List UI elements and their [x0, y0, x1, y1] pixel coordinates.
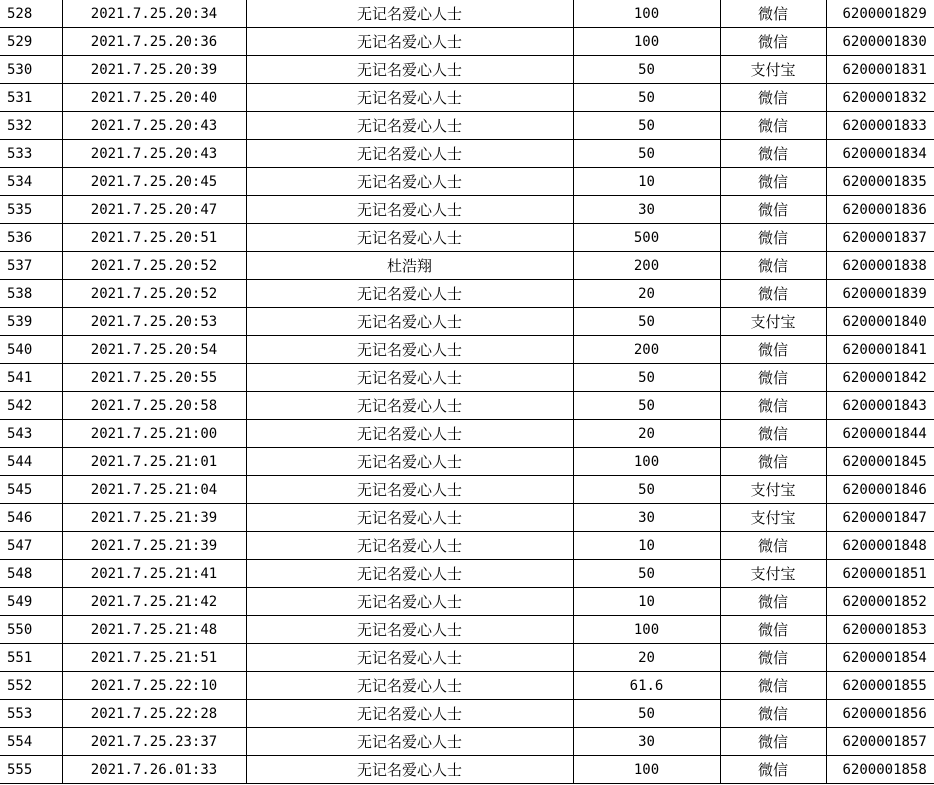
payment-method-cell: 微信 — [720, 112, 826, 140]
donor-name-cell: 无记名爱心人士 — [246, 196, 573, 224]
amount-cell: 10 — [573, 588, 720, 616]
row-index-cell: 548 — [0, 560, 62, 588]
payment-method-cell: 支付宝 — [720, 504, 826, 532]
time-cell: 2021.7.25.21:04 — [62, 476, 246, 504]
row-index-cell: 541 — [0, 364, 62, 392]
payment-method-cell: 支付宝 — [720, 56, 826, 84]
donor-name-cell: 无记名爱心人士 — [246, 756, 573, 784]
row-index-cell: 533 — [0, 140, 62, 168]
row-index-cell: 544 — [0, 448, 62, 476]
receipt-number-cell: 6200001836 — [826, 196, 934, 224]
table-row — [0, 252, 934, 280]
table-row — [0, 308, 934, 336]
row-index-cell: 539 — [0, 308, 62, 336]
donor-name-cell: 无记名爱心人士 — [246, 448, 573, 476]
receipt-number-cell: 6200001829 — [826, 0, 934, 28]
row-index-cell: 550 — [0, 616, 62, 644]
payment-method-cell: 微信 — [720, 448, 826, 476]
donor-name-cell: 无记名爱心人士 — [246, 644, 573, 672]
amount-cell: 30 — [573, 196, 720, 224]
payment-method-cell: 支付宝 — [720, 308, 826, 336]
receipt-number-cell: 6200001855 — [826, 672, 934, 700]
row-index-cell: 532 — [0, 112, 62, 140]
time-cell: 2021.7.25.20:58 — [62, 392, 246, 420]
amount-cell: 100 — [573, 448, 720, 476]
donor-name-cell: 无记名爱心人士 — [246, 28, 573, 56]
row-index-cell: 528 — [0, 0, 62, 28]
donor-name-cell: 无记名爱心人士 — [246, 504, 573, 532]
table-row — [0, 28, 934, 56]
donor-name-cell: 无记名爱心人士 — [246, 420, 573, 448]
time-cell: 2021.7.25.20:52 — [62, 252, 246, 280]
row-index-cell: 549 — [0, 588, 62, 616]
row-index-cell: 554 — [0, 728, 62, 756]
receipt-number-cell: 6200001847 — [826, 504, 934, 532]
time-cell: 2021.7.25.20:51 — [62, 224, 246, 252]
row-index-cell: 545 — [0, 476, 62, 504]
time-cell: 2021.7.25.21:01 — [62, 448, 246, 476]
amount-cell: 50 — [573, 700, 720, 728]
time-cell: 2021.7.25.20:47 — [62, 196, 246, 224]
donor-name-cell: 无记名爱心人士 — [246, 308, 573, 336]
receipt-number-cell: 6200001835 — [826, 168, 934, 196]
row-index-cell: 534 — [0, 168, 62, 196]
donor-name-cell: 无记名爱心人士 — [246, 0, 573, 28]
receipt-number-cell: 6200001852 — [826, 588, 934, 616]
donor-name-cell: 无记名爱心人士 — [246, 84, 573, 112]
donor-name-cell: 无记名爱心人士 — [246, 672, 573, 700]
table-row — [0, 336, 934, 364]
donor-name-cell: 无记名爱心人士 — [246, 364, 573, 392]
payment-method-cell: 微信 — [720, 28, 826, 56]
time-cell: 2021.7.25.23:37 — [62, 728, 246, 756]
payment-method-cell: 微信 — [720, 84, 826, 112]
amount-cell: 50 — [573, 308, 720, 336]
donor-name-cell: 无记名爱心人士 — [246, 56, 573, 84]
row-index-cell: 535 — [0, 196, 62, 224]
payment-method-cell: 微信 — [720, 588, 826, 616]
payment-method-cell: 微信 — [720, 616, 826, 644]
payment-method-cell: 微信 — [720, 644, 826, 672]
payment-method-cell: 微信 — [720, 336, 826, 364]
payment-method-cell: 微信 — [720, 0, 826, 28]
amount-cell: 10 — [573, 532, 720, 560]
time-cell: 2021.7.25.20:39 — [62, 56, 246, 84]
row-index-cell: 530 — [0, 56, 62, 84]
time-cell: 2021.7.25.20:45 — [62, 168, 246, 196]
amount-cell: 20 — [573, 280, 720, 308]
payment-method-cell: 支付宝 — [720, 560, 826, 588]
time-cell: 2021.7.25.20:43 — [62, 140, 246, 168]
receipt-number-cell: 6200001844 — [826, 420, 934, 448]
row-index-cell: 542 — [0, 392, 62, 420]
table-row — [0, 448, 934, 476]
payment-method-cell: 微信 — [720, 280, 826, 308]
payment-method-cell: 微信 — [720, 728, 826, 756]
row-index-cell: 540 — [0, 336, 62, 364]
amount-cell: 50 — [573, 476, 720, 504]
row-index-cell: 538 — [0, 280, 62, 308]
amount-cell: 50 — [573, 56, 720, 84]
amount-cell: 20 — [573, 644, 720, 672]
amount-cell: 50 — [573, 392, 720, 420]
donor-name-cell: 无记名爱心人士 — [246, 700, 573, 728]
donor-name-cell: 无记名爱心人士 — [246, 112, 573, 140]
table-row — [0, 504, 934, 532]
receipt-number-cell: 6200001840 — [826, 308, 934, 336]
time-cell: 2021.7.25.20:54 — [62, 336, 246, 364]
table-row — [0, 476, 934, 504]
donor-name-cell: 无记名爱心人士 — [246, 588, 573, 616]
amount-cell: 200 — [573, 252, 720, 280]
payment-method-cell: 微信 — [720, 532, 826, 560]
receipt-number-cell: 6200001830 — [826, 28, 934, 56]
table-row — [0, 224, 934, 252]
table-row — [0, 700, 934, 728]
donor-name-cell: 无记名爱心人士 — [246, 616, 573, 644]
receipt-number-cell: 6200001831 — [826, 56, 934, 84]
time-cell: 2021.7.25.21:00 — [62, 420, 246, 448]
table-row — [0, 168, 934, 196]
amount-cell: 100 — [573, 756, 720, 784]
donor-name-cell: 无记名爱心人士 — [246, 224, 573, 252]
table-row — [0, 196, 934, 224]
time-cell: 2021.7.25.21:39 — [62, 532, 246, 560]
time-cell: 2021.7.26.01:33 — [62, 756, 246, 784]
amount-cell: 500 — [573, 224, 720, 252]
table-row — [0, 560, 934, 588]
row-index-cell: 553 — [0, 700, 62, 728]
donor-name-cell: 无记名爱心人士 — [246, 532, 573, 560]
table-row — [0, 532, 934, 560]
table-row — [0, 392, 934, 420]
table-row — [0, 112, 934, 140]
row-index-cell: 546 — [0, 504, 62, 532]
row-index-cell: 551 — [0, 644, 62, 672]
time-cell: 2021.7.25.20:36 — [62, 28, 246, 56]
table-row — [0, 140, 934, 168]
table-row — [0, 280, 934, 308]
table-row — [0, 0, 934, 28]
time-cell: 2021.7.25.22:10 — [62, 672, 246, 700]
table-row — [0, 672, 934, 700]
row-index-cell: 529 — [0, 28, 62, 56]
table-row — [0, 84, 934, 112]
payment-method-cell: 微信 — [720, 168, 826, 196]
row-index-cell: 552 — [0, 672, 62, 700]
time-cell: 2021.7.25.20:40 — [62, 84, 246, 112]
donor-name-cell: 无记名爱心人士 — [246, 280, 573, 308]
payment-method-cell: 微信 — [720, 140, 826, 168]
amount-cell: 30 — [573, 728, 720, 756]
payment-method-cell: 微信 — [720, 252, 826, 280]
time-cell: 2021.7.25.20:34 — [62, 0, 246, 28]
receipt-number-cell: 6200001845 — [826, 448, 934, 476]
payment-method-cell: 微信 — [720, 196, 826, 224]
amount-cell: 100 — [573, 0, 720, 28]
payment-method-cell: 微信 — [720, 700, 826, 728]
donor-name-cell: 无记名爱心人士 — [246, 476, 573, 504]
time-cell: 2021.7.25.21:39 — [62, 504, 246, 532]
payment-method-cell: 微信 — [720, 364, 826, 392]
row-index-cell: 543 — [0, 420, 62, 448]
receipt-number-cell: 6200001839 — [826, 280, 934, 308]
amount-cell: 20 — [573, 420, 720, 448]
row-index-cell: 555 — [0, 756, 62, 784]
row-index-cell: 537 — [0, 252, 62, 280]
amount-cell: 50 — [573, 560, 720, 588]
donor-name-cell: 无记名爱心人士 — [246, 336, 573, 364]
time-cell: 2021.7.25.22:28 — [62, 700, 246, 728]
time-cell: 2021.7.25.21:41 — [62, 560, 246, 588]
donor-name-cell: 无记名爱心人士 — [246, 560, 573, 588]
time-cell: 2021.7.25.21:48 — [62, 616, 246, 644]
donor-name-cell: 无记名爱心人士 — [246, 392, 573, 420]
donor-name-cell: 杜浩翔 — [246, 252, 573, 280]
receipt-number-cell: 6200001838 — [826, 252, 934, 280]
receipt-number-cell: 6200001854 — [826, 644, 934, 672]
time-cell: 2021.7.25.20:53 — [62, 308, 246, 336]
table-row — [0, 756, 934, 784]
receipt-number-cell: 6200001858 — [826, 756, 934, 784]
row-index-cell: 531 — [0, 84, 62, 112]
time-cell: 2021.7.25.21:51 — [62, 644, 246, 672]
amount-cell: 30 — [573, 504, 720, 532]
table-row — [0, 56, 934, 84]
receipt-number-cell: 6200001832 — [826, 84, 934, 112]
receipt-number-cell: 6200001853 — [826, 616, 934, 644]
time-cell: 2021.7.25.20:52 — [62, 280, 246, 308]
amount-cell: 50 — [573, 84, 720, 112]
receipt-number-cell: 6200001843 — [826, 392, 934, 420]
receipt-number-cell: 6200001857 — [826, 728, 934, 756]
table-row — [0, 644, 934, 672]
payment-method-cell: 微信 — [720, 224, 826, 252]
time-cell: 2021.7.25.20:43 — [62, 112, 246, 140]
table-row — [0, 364, 934, 392]
receipt-number-cell: 6200001848 — [826, 532, 934, 560]
row-index-cell: 547 — [0, 532, 62, 560]
receipt-number-cell: 6200001837 — [826, 224, 934, 252]
amount-cell: 100 — [573, 28, 720, 56]
table-row — [0, 728, 934, 756]
receipt-number-cell: 6200001841 — [826, 336, 934, 364]
amount-cell: 100 — [573, 616, 720, 644]
amount-cell: 50 — [573, 112, 720, 140]
amount-cell: 200 — [573, 336, 720, 364]
payment-method-cell: 微信 — [720, 672, 826, 700]
row-index-cell: 536 — [0, 224, 62, 252]
donor-name-cell: 无记名爱心人士 — [246, 168, 573, 196]
donor-name-cell: 无记名爱心人士 — [246, 140, 573, 168]
time-cell: 2021.7.25.21:42 — [62, 588, 246, 616]
payment-method-cell: 微信 — [720, 756, 826, 784]
table-row — [0, 588, 934, 616]
payment-method-cell: 支付宝 — [720, 476, 826, 504]
receipt-number-cell: 6200001856 — [826, 700, 934, 728]
time-cell: 2021.7.25.20:55 — [62, 364, 246, 392]
receipt-number-cell: 6200001834 — [826, 140, 934, 168]
receipt-number-cell: 6200001846 — [826, 476, 934, 504]
receipt-number-cell: 6200001842 — [826, 364, 934, 392]
amount-cell: 50 — [573, 364, 720, 392]
amount-cell: 10 — [573, 168, 720, 196]
payment-method-cell: 微信 — [720, 392, 826, 420]
amount-cell: 61.6 — [573, 672, 720, 700]
receipt-number-cell: 6200001851 — [826, 560, 934, 588]
table-row — [0, 420, 934, 448]
payment-method-cell: 微信 — [720, 420, 826, 448]
table-row — [0, 616, 934, 644]
donor-name-cell: 无记名爱心人士 — [246, 728, 573, 756]
receipt-number-cell: 6200001833 — [826, 112, 934, 140]
amount-cell: 50 — [573, 140, 720, 168]
